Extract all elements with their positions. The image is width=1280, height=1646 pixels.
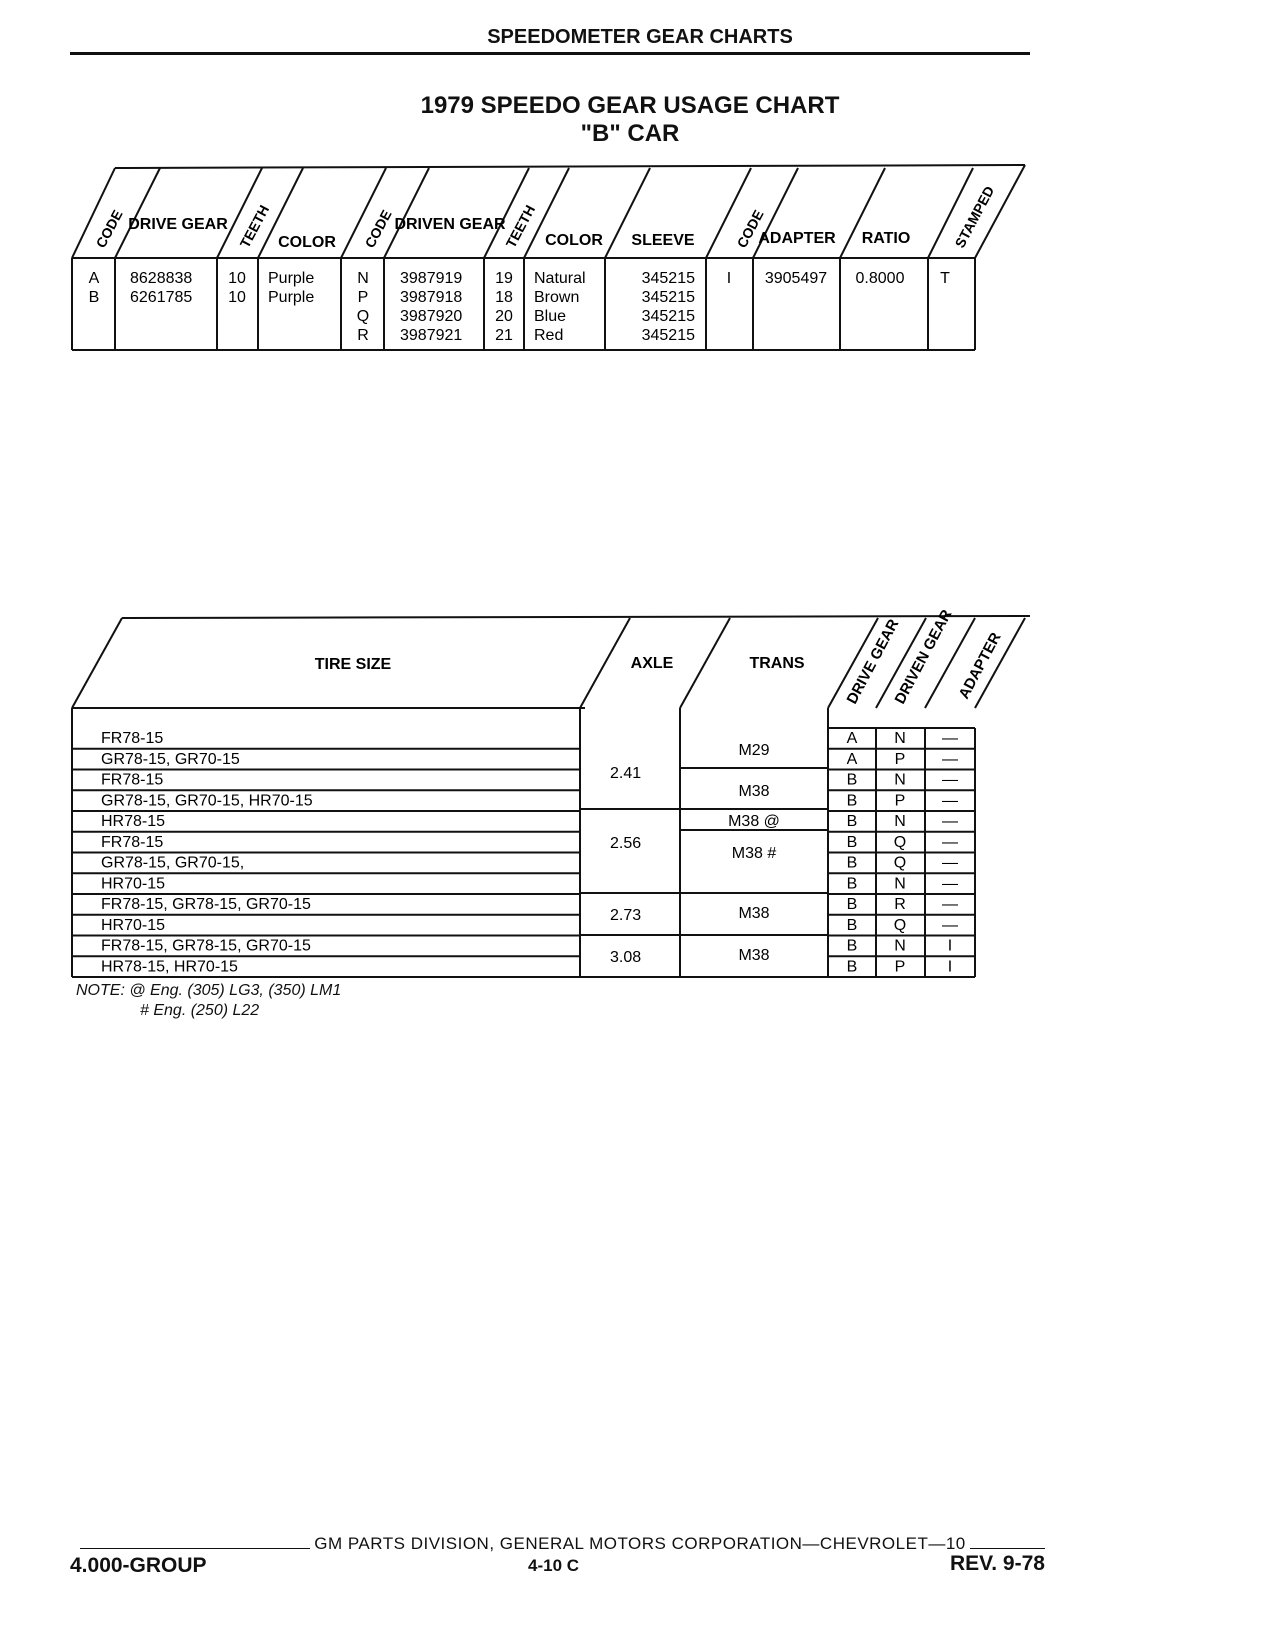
driven-gear-cell: 3987919 xyxy=(400,270,463,287)
driven-gear-cell: 3987918 xyxy=(400,289,463,306)
usage-header-adapter: ADAPTER xyxy=(955,629,1005,702)
drive-code-cell: A xyxy=(88,270,100,287)
axle-value: 2.73 xyxy=(610,907,642,924)
tire-size-cell: HR78-15, HR70-15 xyxy=(101,958,238,976)
gear-header-teeth-2: TEETH xyxy=(502,202,539,251)
driven-color-cell: Red xyxy=(534,327,564,344)
gear-header-adapter: ADAPTER xyxy=(758,230,836,247)
usage-header-trans: TRANS xyxy=(749,655,805,672)
gear-header-color-2: COLOR xyxy=(545,232,603,249)
tire-size-cell: HR78-15 xyxy=(101,813,166,830)
driven-teeth-cell: 19 xyxy=(495,270,513,287)
footer-center-line xyxy=(0,1534,1280,1554)
gear-header-drive-gear-l1: DRIVE GEAR xyxy=(128,216,228,233)
driven-gear-cell: N xyxy=(894,730,906,747)
tire-size-cell: GR78-15, GR70-15, xyxy=(101,854,245,872)
drive-code-cell: B xyxy=(88,289,100,306)
drive-gear-cell: 8628838 xyxy=(130,270,193,287)
drive-gear-cell: B xyxy=(846,875,858,893)
adapter-cell: I xyxy=(947,958,953,976)
driven-gear-cell: P xyxy=(894,958,906,976)
drive-teeth-cell: 10 xyxy=(228,289,246,306)
driven-gear-cell: P xyxy=(894,792,906,810)
ratio-cell: 0.8000 xyxy=(855,270,905,287)
axle-value: 3.08 xyxy=(610,949,642,966)
tire-size-cell: FR78-15, GR78-15, GR70-15 xyxy=(101,896,311,913)
drive-gear-cell: B xyxy=(846,771,858,789)
driven-color-cell: Natural xyxy=(534,270,586,287)
adapter-cell: — xyxy=(942,771,958,789)
drive-gear-cell: B xyxy=(846,916,858,934)
drive-color-cell: Purple xyxy=(268,289,315,306)
adapter-cell: — xyxy=(942,792,958,810)
driven-gear-cell: Q xyxy=(893,833,907,851)
gear-header-driven-gear: DRIVEN GEAR xyxy=(394,216,506,233)
chart-title: 1979 SPEEDO GEAR USAGE CHART xyxy=(420,92,840,119)
tire-size-cell: FR78-15 xyxy=(101,730,164,747)
driven-teeth-cell: 18 xyxy=(495,289,513,306)
note-line-1: NOTE: @ Eng. (305) LG3, (350) LM1 xyxy=(76,982,342,999)
usage-header-tire-size: TIRE SIZE xyxy=(314,656,392,673)
usage-header-drive-gear: DRIVE GEAR xyxy=(843,616,903,707)
adapter-cell: — xyxy=(942,813,958,830)
adapter-cell: — xyxy=(942,875,958,893)
trans-value: M38 # xyxy=(731,845,777,862)
chart-subtitle: "B" CAR xyxy=(580,120,680,147)
gear-header-teeth-1: TEETH xyxy=(236,202,273,251)
driven-gear-cell: R xyxy=(894,896,906,913)
trans-value: M38 xyxy=(738,783,770,800)
gear-header-ratio: RATIO xyxy=(861,230,911,247)
footer-center-text: GM PARTS DIVISION, GENERAL MOTORS CORPORATION—CHEVROLET—10 xyxy=(310,1534,970,1553)
adapter-cell: — xyxy=(942,896,958,913)
driven-gear-cell: P xyxy=(894,750,906,768)
usage-header-driven-gear: DRIVEN GEAR xyxy=(891,606,956,707)
driven-gear-cell: N xyxy=(894,771,906,789)
driven-code-cell: P xyxy=(357,289,369,306)
driven-gear-cell: N xyxy=(894,875,906,893)
gear-header-code-2: CODE xyxy=(361,207,395,251)
adapter-cell: — xyxy=(942,750,958,768)
adapter-cell: — xyxy=(942,730,958,747)
driven-code-cell: R xyxy=(357,327,369,344)
adapter-cell: — xyxy=(942,833,958,851)
driven-gear-cell: Q xyxy=(893,916,907,934)
drive-teeth-cell: 10 xyxy=(228,270,246,287)
driven-gear-cell: 3987921 xyxy=(400,327,463,344)
tire-size-cell: HR70-15 xyxy=(101,916,166,934)
drive-gear-cell: B xyxy=(846,937,858,955)
driven-gear-cell: N xyxy=(894,937,906,955)
footer-page-number: 4-10 C xyxy=(528,1556,580,1575)
gear-header-color-1: COLOR xyxy=(278,234,336,251)
driven-color-cell: Blue xyxy=(534,308,567,325)
drive-gear-cell: A xyxy=(846,750,858,768)
drive-gear-cell: B xyxy=(846,813,858,830)
footer-revision: REV. 9-78 xyxy=(950,1552,1045,1575)
axle-value: 2.41 xyxy=(610,765,642,782)
drive-gear-cell: B xyxy=(846,958,858,976)
driven-code-cell: N xyxy=(357,270,369,287)
trans-value: M38 @ xyxy=(728,813,780,830)
page-header: SPEEDOMETER GEAR CHARTS xyxy=(487,26,793,48)
adapter-cell: I xyxy=(947,937,953,955)
gear-header-stamped: STAMPED xyxy=(951,183,998,251)
stamped-cell: T xyxy=(940,270,950,287)
tire-size-cell: HR70-15 xyxy=(101,875,166,893)
driven-teeth-cell: 21 xyxy=(495,327,513,344)
drive-gear-cell: B xyxy=(846,833,858,851)
driven-gear-cell: 3987920 xyxy=(400,308,463,325)
usage-table-cells xyxy=(72,730,975,977)
tire-size-cell: FR78-15 xyxy=(101,833,164,851)
driven-code-cell: Q xyxy=(356,308,370,325)
gear-header-code-1: CODE xyxy=(92,207,126,251)
adapter-cell: — xyxy=(942,854,958,872)
drive-gear-cell: B xyxy=(846,854,858,872)
driven-gear-cell: Q xyxy=(893,854,907,872)
tire-size-cell: FR78-15 xyxy=(101,771,164,789)
drive-gear-cell: A xyxy=(846,730,858,747)
driven-teeth-cell: 20 xyxy=(495,308,513,325)
tire-size-cell: GR78-15, GR70-15, HR70-15 xyxy=(101,792,313,810)
axle-value: 2.56 xyxy=(610,835,642,852)
drive-gear-cell: 6261785 xyxy=(130,289,193,306)
adapter-cell: — xyxy=(942,916,958,934)
gear-header-code-3: CODE xyxy=(733,207,767,251)
drive-gear-cell: B xyxy=(846,792,858,810)
trans-value: M38 xyxy=(738,905,770,922)
gear-header-sleeve: SLEEVE xyxy=(631,232,695,249)
tire-size-cell: GR78-15, GR70-15 xyxy=(101,750,240,768)
trans-value: M38 xyxy=(738,947,770,964)
drive-color-cell: Purple xyxy=(268,270,315,287)
sleeve-cell: 345215 xyxy=(641,308,695,325)
adapter-cell: 3905497 xyxy=(764,270,828,287)
footer-group: 4.000-GROUP xyxy=(70,1554,207,1577)
sleeve-cell: 345215 xyxy=(641,270,695,287)
trans-value: M29 xyxy=(738,742,770,759)
sleeve-cell: 345215 xyxy=(641,327,695,344)
note-line-2: # Eng. (250) L22 xyxy=(140,1002,260,1019)
driven-gear-cell: N xyxy=(894,813,906,830)
drive-gear-cell: B xyxy=(846,896,858,913)
adapter-code-cell: I xyxy=(726,270,732,287)
sleeve-cell: 345215 xyxy=(641,289,695,306)
usage-header-axle: AXLE xyxy=(630,655,674,672)
driven-color-cell: Brown xyxy=(534,289,580,306)
tire-size-cell: FR78-15, GR78-15, GR70-15 xyxy=(101,937,311,955)
